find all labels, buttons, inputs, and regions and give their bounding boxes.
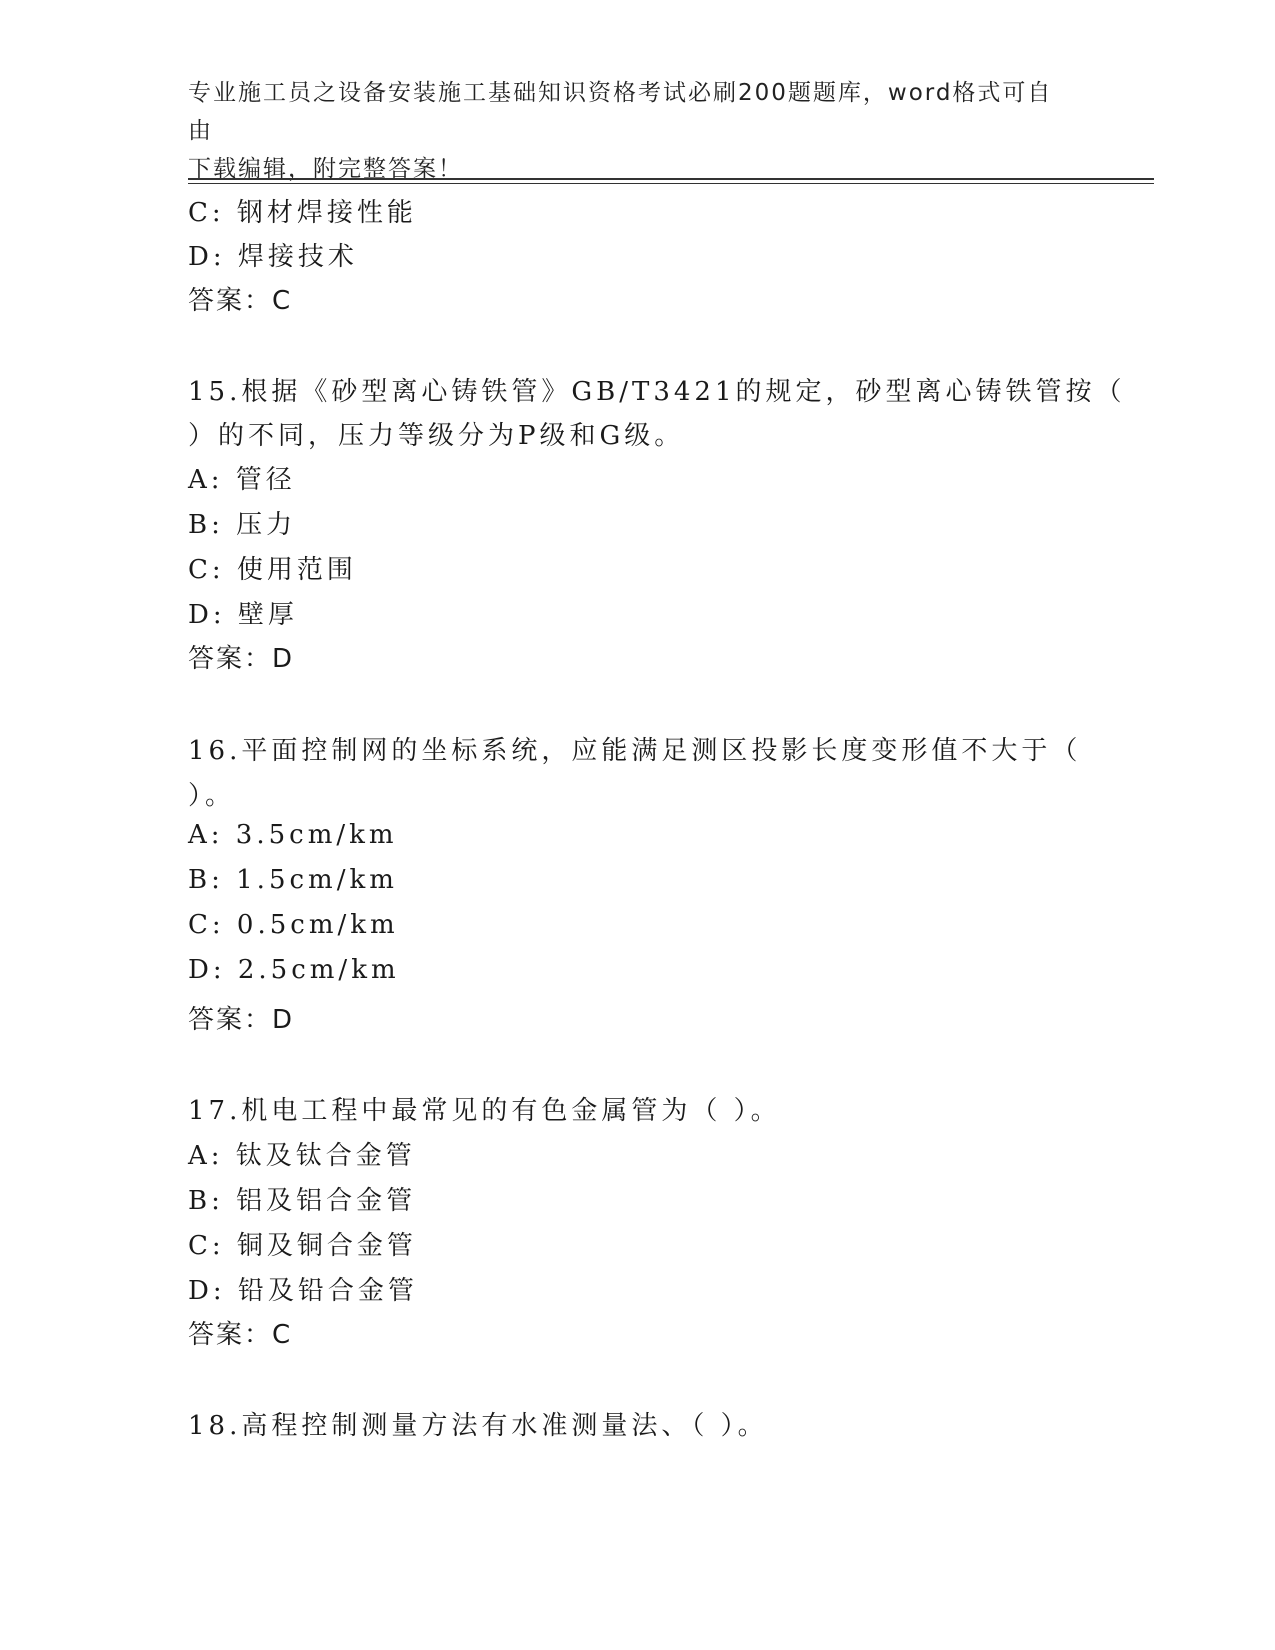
q16-stem-line-2: ）。 — [188, 781, 236, 811]
header-divider-thick — [188, 178, 1154, 180]
document-header — [188, 74, 1068, 188]
header-line-2: 下载编辑，附完整答案！ — [188, 156, 463, 182]
q15-answer: 答案：D — [188, 644, 295, 674]
q16-answer: 答案：D — [188, 1005, 295, 1035]
q16-option-b: B: 1.5cm/km — [188, 865, 398, 895]
q17-answer: 答案：C — [188, 1320, 293, 1350]
prev-option-c: C: 钢材焊接性能 — [188, 198, 417, 228]
q17-stem-line-1: 17.机电工程中最常见的有色金属管为（ ）。 — [188, 1096, 781, 1126]
prev-option-d: D: 焊接技术 — [188, 242, 358, 272]
q15-option-b: B: 压力 — [188, 510, 297, 540]
q18-stem-line-1: 18.高程控制测量方法有水准测量法、（ ）。 — [188, 1411, 768, 1441]
prev-answer: 答案：C — [188, 286, 293, 316]
q15-stem-line-1: 15.根据《砂型离心铸铁管》GB/T3421的规定，砂型离心铸铁管按（ — [188, 377, 1126, 407]
q15-stem-line-2: ）的不同，压力等级分为P级和G级。 — [188, 421, 685, 451]
q17-option-d: D: 铅及铅合金管 — [188, 1276, 418, 1306]
header-divider-thin — [188, 183, 1154, 184]
q15-option-d: D: 壁厚 — [188, 600, 298, 630]
q15-option-a: A: 管径 — [188, 465, 296, 495]
q16-option-c: C: 0.5cm/km — [188, 910, 399, 940]
q16-option-d: D: 2.5cm/km — [188, 955, 400, 985]
q17-option-c: C: 铜及铜合金管 — [188, 1231, 417, 1261]
q17-option-a: A: 钛及钛合金管 — [188, 1141, 416, 1171]
q16-option-a: A: 3.5cm/km — [188, 820, 398, 850]
header-line-1: 专业施工员之设备安装施工基础知识资格考试必刷200题题库，word格式可自由 — [188, 80, 1053, 144]
q15-option-c: C: 使用范围 — [188, 555, 357, 585]
q16-stem-line-1: 16.平面控制网的坐标系统，应能满足测区投影长度变形值不大于（ — [188, 736, 1082, 766]
q17-option-b: B: 铝及铝合金管 — [188, 1186, 417, 1216]
